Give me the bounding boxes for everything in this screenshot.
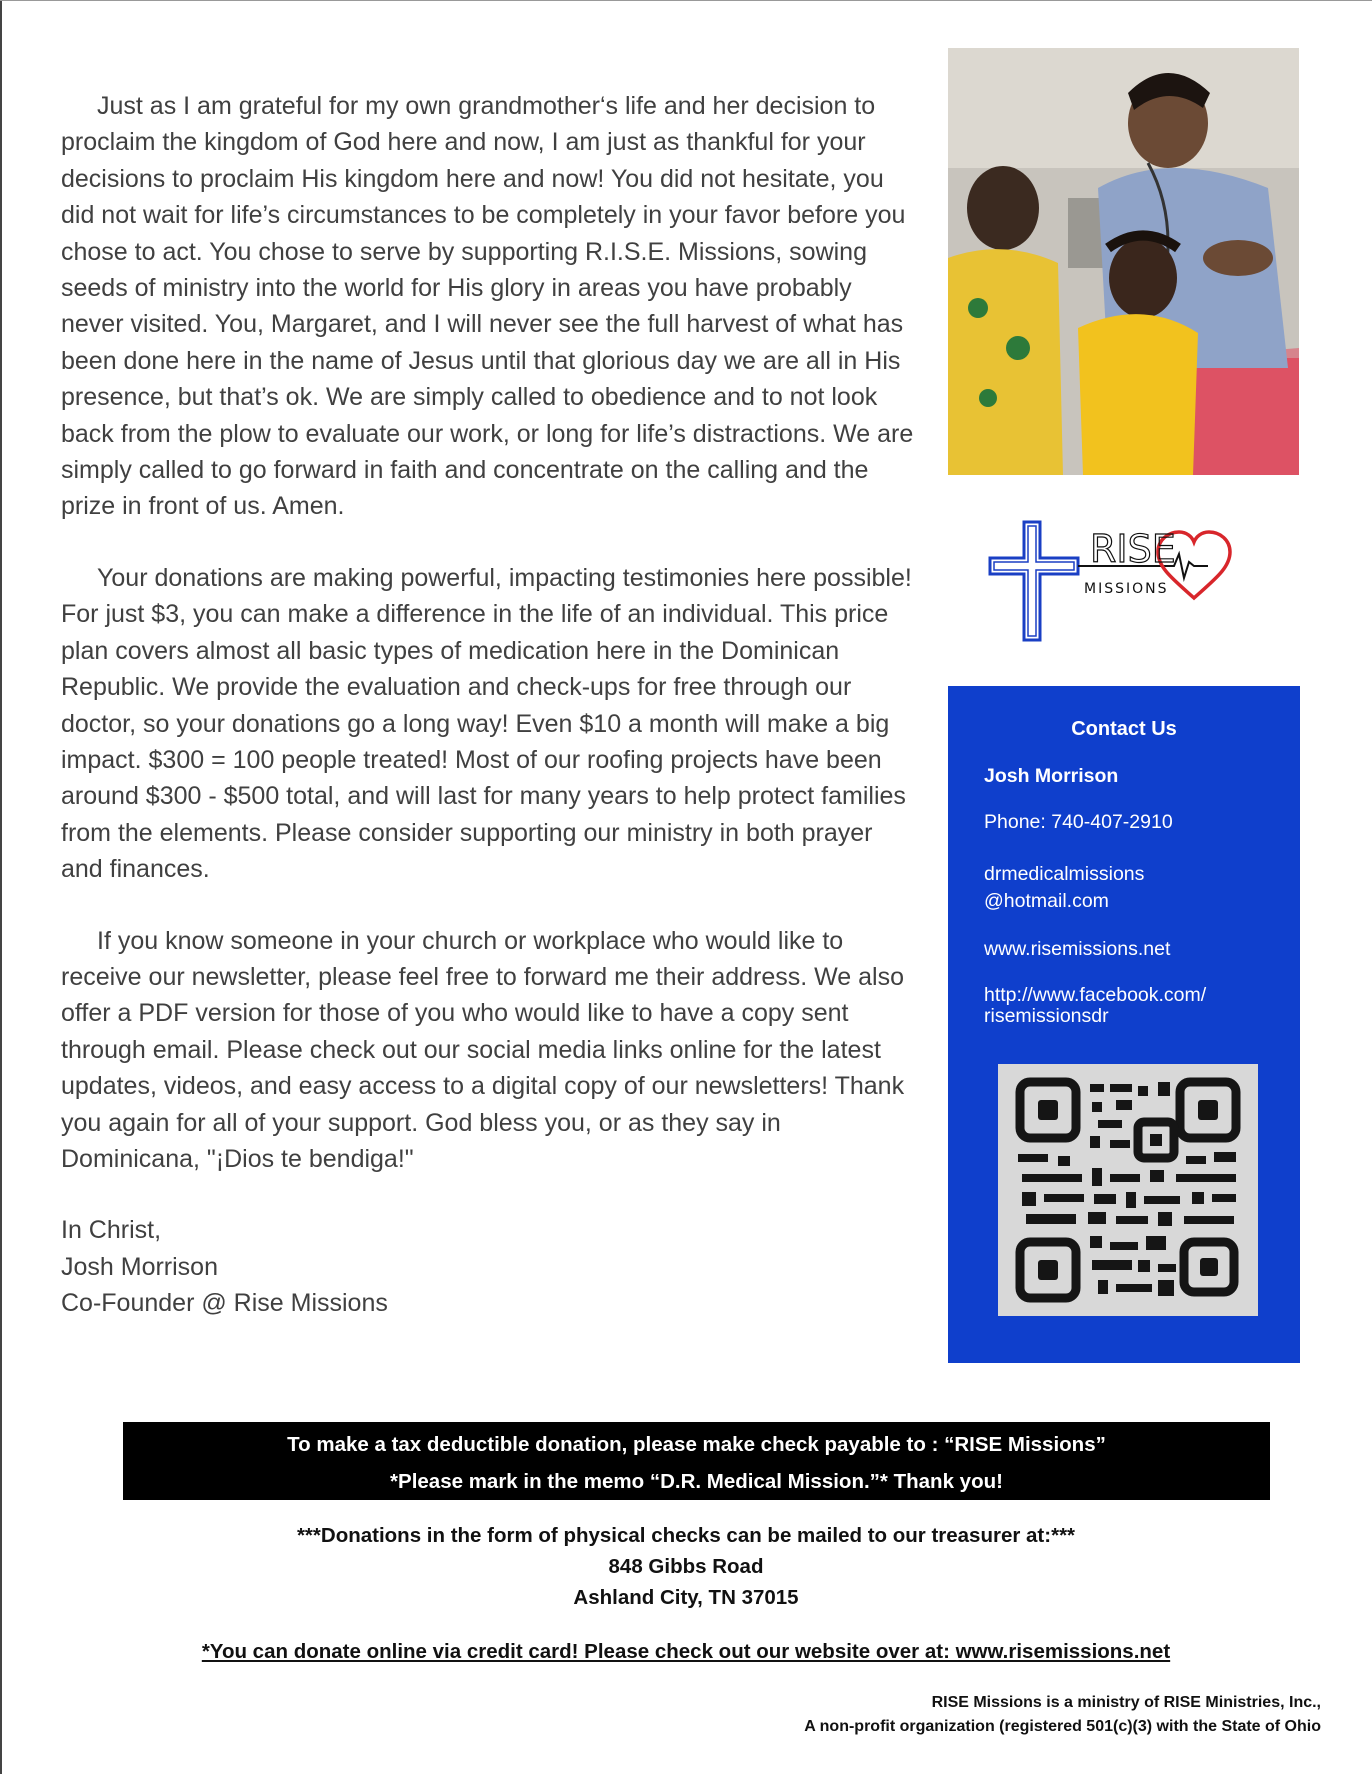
mail-intro: ***Donations in the form of physical checks can be mailed to our treasurer at:*** xyxy=(296,1524,1076,1547)
contact-website[interactable]: www.risemissions.net xyxy=(984,938,1171,960)
contact-facebook-line1[interactable]: http://www.facebook.com/ xyxy=(984,984,1207,1006)
letter-paragraph-3: If you know someone in your church or workplace who would like to receive our newsletter, please feel free to forward me their address. We also offer a PDF version for those of you who would like to have a copy sent through email. Please check out our social media links online for the latest updates, videos, and easy access to a digital copy of our newsletters! Thank you again for all of your support. God bless you, or as they say in Dominicana, "¡Dios te bendiga!" xyxy=(61,926,905,1173)
donation-banner xyxy=(123,1422,1270,1500)
qr-code-graphic xyxy=(998,1064,1258,1316)
donation-memo-line: *Please mark in the memo “D.R. Medical Mission.”* Thank you! xyxy=(390,1470,1003,1493)
contact-box xyxy=(948,686,1300,1363)
page-border-top xyxy=(0,0,1372,1)
qr-code[interactable] xyxy=(998,1064,1258,1316)
logo-subword: MISSIONS xyxy=(1084,581,1169,597)
page-border xyxy=(0,0,2,1774)
letter-body xyxy=(61,88,921,1322)
signer-title: Co-Founder @ Rise Missions xyxy=(61,1289,388,1318)
logo-wordmark: RISE xyxy=(1090,527,1176,571)
contact-phone[interactable]: Phone: 740-407-2910 xyxy=(984,811,1173,833)
rise-missions-logo xyxy=(986,518,1256,648)
signature-block xyxy=(61,1212,921,1321)
contact-email-line1[interactable]: drmedicalmissions xyxy=(984,863,1145,885)
contact-facebook-line2[interactable]: risemissionsdr xyxy=(984,1005,1109,1027)
donation-payable-line: To make a tax deductible donation, please make check payable to : “RISE Missions” xyxy=(287,1433,1106,1456)
letter-paragraph-1: Just as I am grateful for my own grandmother‘s life and her decision to proclaim the kingdom of God here and now, I am just as thankful for your decisions to proclaim His kingdom here and now! You did not hesitate, you did not wait for life’s circumstances to be completely in your favor before you chose to act. You chose to serve by supporting R.I.S.E. Missions, sowing seeds of ministry into the world for His glory in areas you have probably never visited. You, Margaret, and I will never see the full harvest of what has been done here in the name of Jesus until that glorious day we are all in His presence, but that’s ok. We are simply called to obedience and to not look back from the plow to evaluate our work, or long for life’s distractions. We are simply called to go forward in faith and concentrate on the calling and the prize in front of us. Amen. xyxy=(61,92,914,521)
footer-line-2: A non-profit organization (registered 501(c)(3) with the State of Ohio xyxy=(804,1718,1321,1735)
contact-email-line2[interactable]: @hotmail.com xyxy=(984,890,1109,912)
signer-name: Josh Morrison xyxy=(61,1252,218,1281)
logo-graphic xyxy=(986,518,1256,648)
mail-city: Ashland City, TN 37015 xyxy=(573,1586,799,1609)
mission-photo xyxy=(948,48,1299,475)
closing: In Christ, xyxy=(61,1216,162,1245)
photo-illustration xyxy=(948,48,1299,475)
online-donation-link[interactable]: *You can donate online via credit card! Please check out our website over at: www.risemissions.net xyxy=(201,1640,1171,1663)
footer-line-1: RISE Missions is a ministry of RISE Ministries, Inc., xyxy=(931,1694,1321,1711)
contact-title: Contact Us xyxy=(1071,718,1177,740)
letter-paragraph-2: Your donations are making powerful, impacting testimonies here possible! For just $3, you can make a difference in the life of an individual. This price plan covers almost all basic types of medication here in the Dominican Republic. We provide the evaluation and check-ups for free through our doctor, so your donations go a long way! Even $10 a month will make a big impact. $300 = 100 people treated! Most of our roofing projects have been around $300 - $500 total, and will last for many years to help protect families from the elements. Please consider supporting our ministry in both prayer and finances. xyxy=(61,563,912,884)
mail-street: 848 Gibbs Road xyxy=(608,1555,764,1578)
contact-name: Josh Morrison xyxy=(984,765,1119,787)
